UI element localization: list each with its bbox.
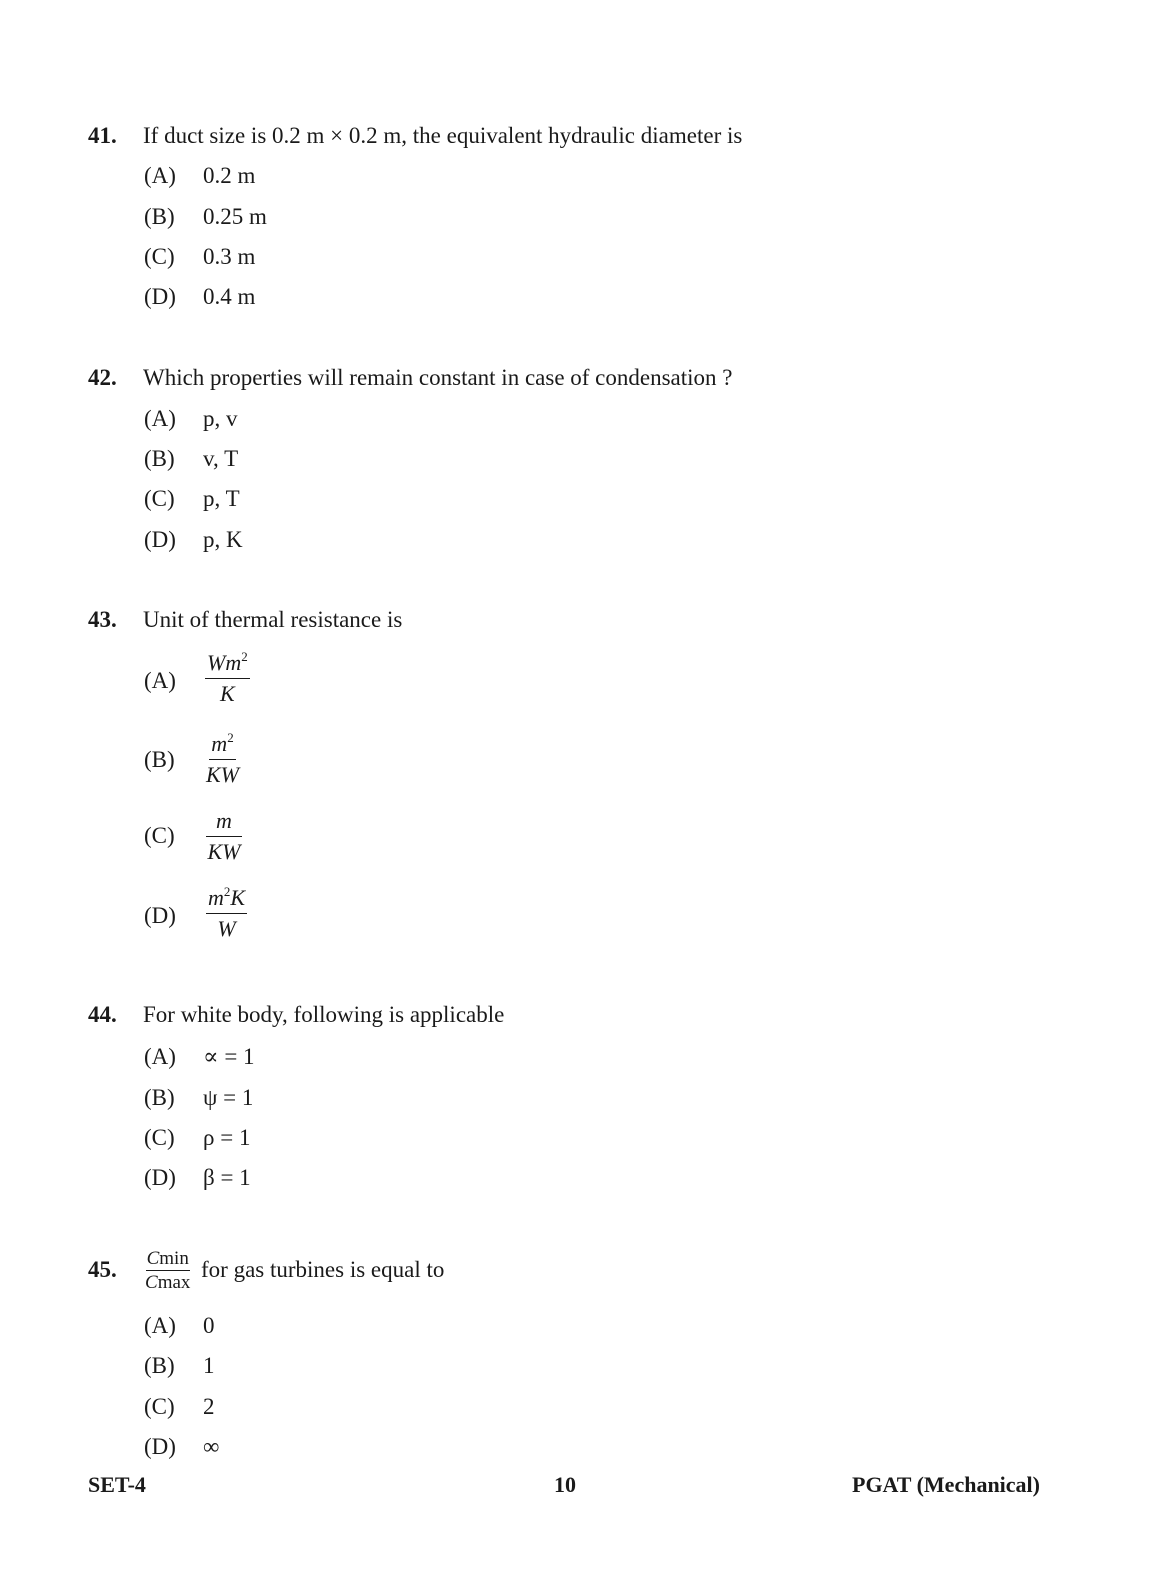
option-label: (C) — [144, 823, 175, 848]
fraction-numerator-tail: K — [230, 885, 246, 910]
option-value: ∞ — [203, 1434, 220, 1459]
option-label: (B) — [144, 446, 175, 471]
option-label: (B) — [144, 204, 175, 229]
fraction-exponent: 2 — [223, 884, 231, 899]
fraction-symbol: C — [146, 1248, 160, 1269]
question-text: for gas turbines is equal to — [201, 1257, 445, 1282]
question-number: 44. — [88, 1002, 117, 1027]
fraction-symbol: C — [145, 1272, 158, 1293]
fraction-numerator: m — [211, 731, 228, 756]
option-label: (D) — [144, 903, 176, 928]
option-label: (D) — [144, 1165, 176, 1190]
option-value: ψ = 1 — [203, 1085, 254, 1110]
option-label: (B) — [144, 1353, 175, 1378]
option-value: v, T — [203, 446, 239, 471]
fraction-denominator: KW — [206, 762, 239, 787]
fraction-option-a — [205, 650, 250, 707]
option-value: 0 — [203, 1313, 215, 1338]
option-value: β = 1 — [203, 1165, 251, 1190]
option-value: p, v — [203, 406, 238, 431]
fraction-exponent: 2 — [241, 649, 248, 664]
question-number: 43. — [88, 607, 117, 632]
question-text: Which properties will remain constant in case of condensation ? — [143, 365, 733, 390]
option-label: (D) — [144, 1434, 176, 1459]
option-value: 0.4 m — [203, 284, 256, 309]
fraction-numerator: m — [208, 885, 224, 910]
fraction-option-b — [206, 731, 239, 788]
fraction-subscript: max — [157, 1272, 191, 1293]
option-value: p, K — [203, 527, 243, 552]
question-number: 42. — [88, 365, 117, 390]
option-label: (A) — [144, 163, 176, 188]
option-label: (A) — [144, 668, 176, 693]
fraction-exponent: 2 — [227, 730, 234, 745]
option-label: (B) — [144, 1085, 175, 1110]
option-label: (C) — [144, 1125, 175, 1150]
question-text: For white body, following is applicable — [143, 1002, 505, 1027]
fraction-option-d — [206, 885, 247, 942]
fraction-denominator: W — [217, 916, 236, 941]
page-number: 10 — [554, 1472, 576, 1497]
fraction-option-c — [206, 808, 242, 865]
question-text: Unit of thermal resistance is — [143, 607, 403, 632]
option-value: 2 — [203, 1394, 215, 1419]
option-label: (A) — [144, 1044, 176, 1069]
exam-title: PGAT (Mechanical) — [852, 1472, 1040, 1497]
option-label: (A) — [144, 406, 176, 431]
set-code: SET-4 — [88, 1472, 146, 1497]
question-number: 45. — [88, 1257, 117, 1282]
fraction-numerator: Wm — [207, 650, 242, 675]
option-label: (C) — [144, 1394, 175, 1419]
option-label: (A) — [144, 1313, 176, 1338]
option-value: 0.2 m — [203, 163, 256, 188]
question-number: 41. — [88, 123, 117, 148]
option-label: (D) — [144, 527, 176, 552]
option-label: (C) — [144, 486, 175, 511]
option-value: 0.25 m — [203, 204, 267, 229]
option-value: p, T — [203, 486, 240, 511]
option-label: (C) — [144, 244, 175, 269]
option-label: (D) — [144, 284, 176, 309]
capacity-ratio-fraction — [145, 1248, 190, 1293]
question-text: If duct size is 0.2 m × 0.2 m, the equivalent hydraulic diameter is — [143, 123, 743, 148]
fraction-denominator: KW — [207, 839, 241, 864]
fraction-denominator: K — [220, 681, 235, 706]
fraction-numerator: m — [216, 808, 232, 833]
fraction-subscript: min — [159, 1248, 189, 1269]
option-value: ρ = 1 — [203, 1125, 251, 1150]
option-value: 0.3 m — [203, 244, 256, 269]
option-value: ∝ = 1 — [203, 1044, 255, 1069]
option-value: 1 — [203, 1353, 215, 1378]
option-label: (B) — [144, 747, 175, 772]
